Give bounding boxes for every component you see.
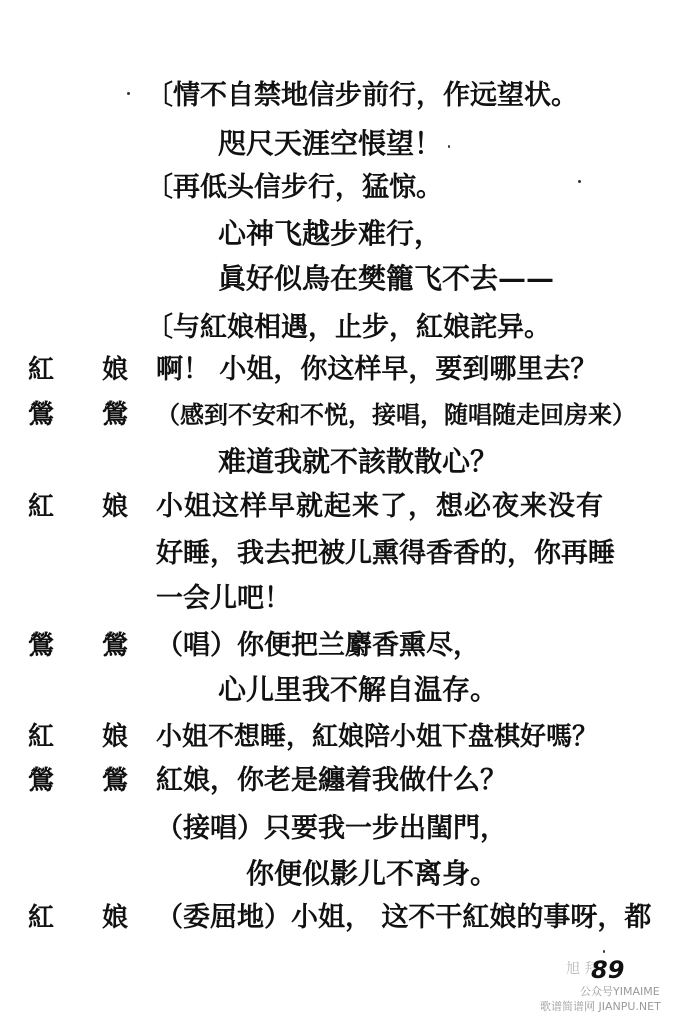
speaker-char: 鶯 bbox=[101, 766, 128, 796]
stage-direction-line: 〔与紅娘相遇，止步，紅娘詫异。 bbox=[146, 312, 551, 343]
speaker-name bbox=[28, 354, 128, 386]
speaker-char: 娘 bbox=[101, 722, 128, 752]
speaker-name bbox=[28, 721, 128, 753]
speaker-name bbox=[28, 902, 128, 934]
sung-line: 心儿里我不解自温存。 bbox=[218, 673, 499, 706]
sung-line: 你便似影儿不离身。 bbox=[246, 857, 499, 890]
print-speck bbox=[603, 950, 605, 953]
speaker-char: 娘 bbox=[101, 492, 128, 522]
sung-line: 心神飞越步难行， bbox=[218, 217, 443, 250]
print-speck bbox=[578, 180, 581, 183]
speaker-char: 紅 bbox=[28, 903, 55, 933]
stage-direction-line: 〔再低头信步行，猛惊。 bbox=[146, 172, 443, 203]
speaker-char: 鶯 bbox=[101, 631, 128, 661]
stage-direction-line: 〔情不自禁地信步前行，作远望状。 bbox=[146, 80, 578, 111]
stage-direction-line: （感到不安和不悦，接唱，随唱随走回房来） bbox=[156, 400, 636, 429]
speaker-char: 鶯 bbox=[28, 631, 55, 661]
dialogue-line: 小姐这样早就起来了，想必夜来没有 bbox=[156, 491, 604, 522]
speaker-char: 紅 bbox=[28, 492, 55, 522]
speaker-char: 鶯 bbox=[101, 400, 128, 430]
sung-line: （接唱）只要我一步出閨門， bbox=[156, 813, 507, 844]
dialogue-line: 小姐不想睡，紅娘陪小姐下盘棋好嗎？ bbox=[156, 722, 599, 752]
dialogue-line: 好睡，我去把被儿熏得香香的，你再睡 bbox=[156, 538, 615, 569]
speaker-name bbox=[28, 399, 128, 431]
speaker-char: 鶯 bbox=[28, 400, 55, 430]
watermark-bottom: 歌谱简谱网 JIANPU.NET bbox=[540, 1000, 661, 1013]
dialogue-line: 啊！ 小姐，你这样早，要到哪里去？ bbox=[156, 354, 598, 385]
sung-line: （唱）你便把兰麝香熏尽， bbox=[156, 630, 480, 661]
speaker-char: 娘 bbox=[101, 903, 128, 933]
dialogue-line: 紅娘，你老是纏着我做什么？ bbox=[156, 765, 507, 796]
sung-line: 难道我就不該散散心？ bbox=[218, 445, 499, 478]
speaker-name bbox=[28, 765, 128, 797]
dialogue-line: （委屈地）小姐， 这不干紅娘的事呀，都 bbox=[156, 902, 652, 933]
speaker-char: 紅 bbox=[28, 355, 55, 385]
speaker-char: 娘 bbox=[101, 355, 128, 385]
print-speck bbox=[448, 145, 450, 148]
watermark-top: 旭 拜 bbox=[566, 961, 599, 977]
speaker-name bbox=[28, 491, 128, 523]
speaker-name bbox=[28, 630, 128, 662]
sung-line: 咫尺天涯空悵望！ bbox=[218, 127, 443, 160]
speaker-char: 紅 bbox=[28, 722, 55, 752]
dialogue-line: 一会儿吧！ bbox=[156, 583, 291, 614]
print-speck bbox=[127, 92, 130, 95]
speaker-char: 鶯 bbox=[28, 766, 55, 796]
sung-line: 眞好似鳥在樊籠飞不去—— bbox=[218, 262, 555, 295]
watermark-side: 公众号YIMAIME bbox=[580, 985, 660, 998]
page-number: 89 bbox=[591, 956, 625, 984]
